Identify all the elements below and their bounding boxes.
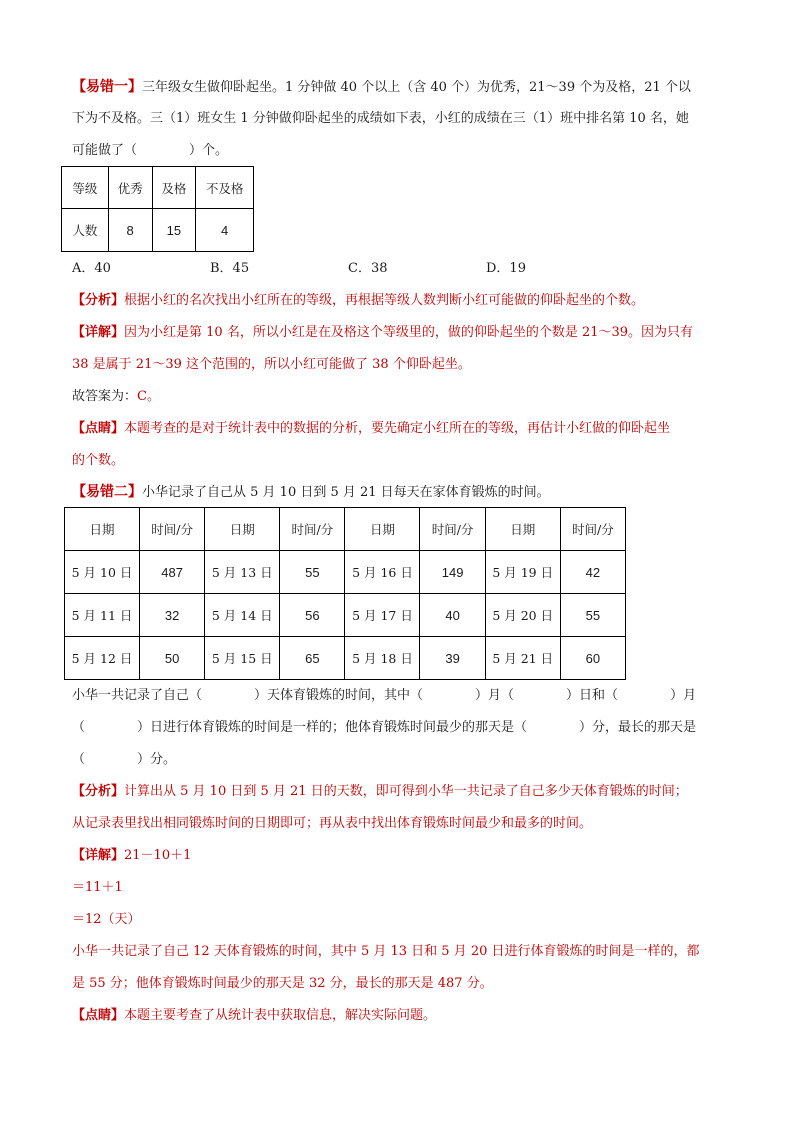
q1-detail-tag: 【详解】 — [72, 325, 125, 340]
q2-date-cell: 5 月 19 日 — [485, 551, 560, 594]
q1-header-cell: 不及格 — [196, 167, 254, 209]
q2-header-cell: 日期 — [345, 508, 420, 551]
q1-tag: 【易错一】 — [72, 79, 142, 95]
q2-result-line1: 小华一共记录了自己 12 天体育锻炼的时间，其中 5 月 13 日和 5 月 20 日进行体育锻炼的时间是一样的，都 — [72, 944, 700, 959]
q1-value-cell: 15 — [152, 209, 196, 252]
q1-option-a[interactable]: A．40 — [72, 261, 111, 276]
q2-time-cell: 56 — [280, 594, 345, 637]
q1-stem-line3: 可能做了（ ）个。 — [72, 143, 229, 158]
q1-options — [72, 259, 732, 279]
q2-time-cell: 487 — [140, 551, 205, 594]
q2-date-cell: 5 月 15 日 — [205, 637, 280, 680]
q2-table-row — [65, 551, 626, 594]
q2-time-cell: 55 — [560, 594, 625, 637]
q1-answer-value: C。 — [137, 389, 160, 404]
q2-header-cell: 日期 — [205, 508, 280, 551]
q2-fill-line2: （ ）日进行体育锻炼的时间是一样的；他体育锻炼时间最少的那天是（ ）分，最长的那天是 — [72, 720, 697, 735]
q2-date-cell: 5 月 14 日 — [205, 594, 280, 637]
q2-table-row — [65, 594, 626, 637]
q2-exercise-table — [64, 507, 626, 680]
q1-option-d[interactable]: D．19 — [486, 261, 526, 276]
q1-answer: 故答案为：C。 — [72, 389, 160, 404]
q1-option-b[interactable]: B．45 — [210, 261, 250, 276]
q2-detail-calc1: 【详解】21－10＋1 — [72, 848, 192, 863]
q2-time-cell: 42 — [560, 551, 625, 594]
q2-detail-calc3: ＝12（天） — [72, 912, 141, 927]
q1-analysis: 【分析】根据小红的名次找出小红所在的等级，再根据等级人数判断小红可能做的仰卧起坐的个数。 — [72, 293, 645, 308]
q1-header-cell: 及格 — [152, 167, 196, 209]
q2-analysis-line1: 【分析】计算出从 5 月 10 日到 5 月 21 日的天数，即可得到小华一共记录了自己多少天体育锻炼的时间； — [72, 784, 688, 799]
q2-date-cell: 5 月 10 日 — [65, 551, 140, 594]
q2-note-tag: 【点睛】 — [72, 1008, 125, 1023]
q2-date-cell: 5 月 16 日 — [345, 551, 420, 594]
q1-detail-line2: 38 是属于 21～39 这个范围的，所以小红可能做了 38 个仰卧起坐。 — [72, 357, 471, 372]
q2-date-cell: 5 月 18 日 — [345, 637, 420, 680]
q1-analysis-tag: 【分析】 — [72, 293, 125, 308]
q1-note-tag: 【点睛】 — [72, 421, 125, 436]
q1-header-cell: 优秀 — [108, 167, 152, 209]
q2-time-cell: 65 — [280, 637, 345, 680]
q2-header-cell: 时间/分 — [140, 508, 205, 551]
q1-note-line1: 【点睛】本题考查的是对于统计表中的数据的分析，要先确定小红所在的等级，再估计小红做的仰卧起坐 — [72, 421, 671, 436]
q2-date-cell: 5 月 20 日 — [485, 594, 560, 637]
q2-analysis-line2: 从记录表里找出相同锻炼时间的日期即可；再从表中找出体育锻炼时间最少和最多的时间。 — [72, 816, 593, 831]
q1-grade-table — [61, 166, 254, 252]
q2-time-cell: 60 — [560, 637, 625, 680]
q2-fill-line1: 小华一共记录了自己（ ）天体育锻炼的时间，其中（ ）月（ ）日和（ ）月 — [72, 688, 697, 703]
q2-analysis-tag: 【分析】 — [72, 784, 125, 799]
q2-date-cell: 5 月 12 日 — [65, 637, 140, 680]
q2-header-cell: 时间/分 — [420, 508, 485, 551]
q2-time-cell: 32 — [140, 594, 205, 637]
q2-time-cell: 149 — [420, 551, 485, 594]
q2-time-cell: 40 — [420, 594, 485, 637]
q2-note: 【点睛】本题主要考查了从统计表中获取信息，解决实际问题。 — [72, 1008, 437, 1023]
q1-value-cell: 4 — [196, 209, 254, 252]
q2-header-cell: 日期 — [65, 508, 140, 551]
q2-time-cell: 55 — [280, 551, 345, 594]
q2-header-cell: 时间/分 — [280, 508, 345, 551]
q1-header-cell: 等级 — [62, 167, 109, 209]
q1-stem-line2: 下为不及格。三（1）班女生 1 分钟做仰卧起坐的成绩如下表，小红的成绩在三（1）班中排名第 10 名，她 — [72, 111, 689, 126]
q2-header-cell: 时间/分 — [560, 508, 625, 551]
q1-stem-line1: 【易错一】三年级女生做仰卧起坐。1 分钟做 40 个以上（含 40 个）为优秀，21～39 个为及格，21 个以 — [72, 79, 691, 95]
q2-tag: 【易错二】 — [72, 484, 142, 500]
q2-detail-calc2: ＝11＋1 — [72, 880, 123, 895]
q2-time-cell: 39 — [420, 637, 485, 680]
q2-date-cell: 5 月 21 日 — [485, 637, 560, 680]
q2-table-row — [65, 637, 626, 680]
q1-value-cell: 8 — [108, 209, 152, 252]
q1-option-c[interactable]: C．38 — [348, 261, 388, 276]
q2-header-cell: 日期 — [485, 508, 560, 551]
q2-date-cell: 5 月 13 日 — [205, 551, 280, 594]
q2-date-cell: 5 月 17 日 — [345, 594, 420, 637]
q2-time-cell: 50 — [140, 637, 205, 680]
q1-detail-line1: 【详解】因为小红是第 10 名，所以小红是在及格这个等级里的，做的仰卧起坐的个数是 21～39。因为只有 — [72, 325, 694, 340]
q2-stem: 【易错二】小华记录了自己从 5 月 10 日到 5 月 21 日每天在家体育锻炼的时间。 — [72, 484, 550, 500]
q2-result-line2: 是 55 分；他体育锻炼时间最少的那天是 32 分，最长的那天是 487 分。 — [72, 976, 493, 991]
q1-note-line2: 的个数。 — [72, 453, 125, 468]
q2-fill-line3: （ ）分。 — [72, 752, 177, 767]
q2-date-cell: 5 月 11 日 — [65, 594, 140, 637]
q2-detail-tag: 【详解】 — [72, 848, 125, 863]
q1-row-label: 人数 — [62, 209, 109, 252]
